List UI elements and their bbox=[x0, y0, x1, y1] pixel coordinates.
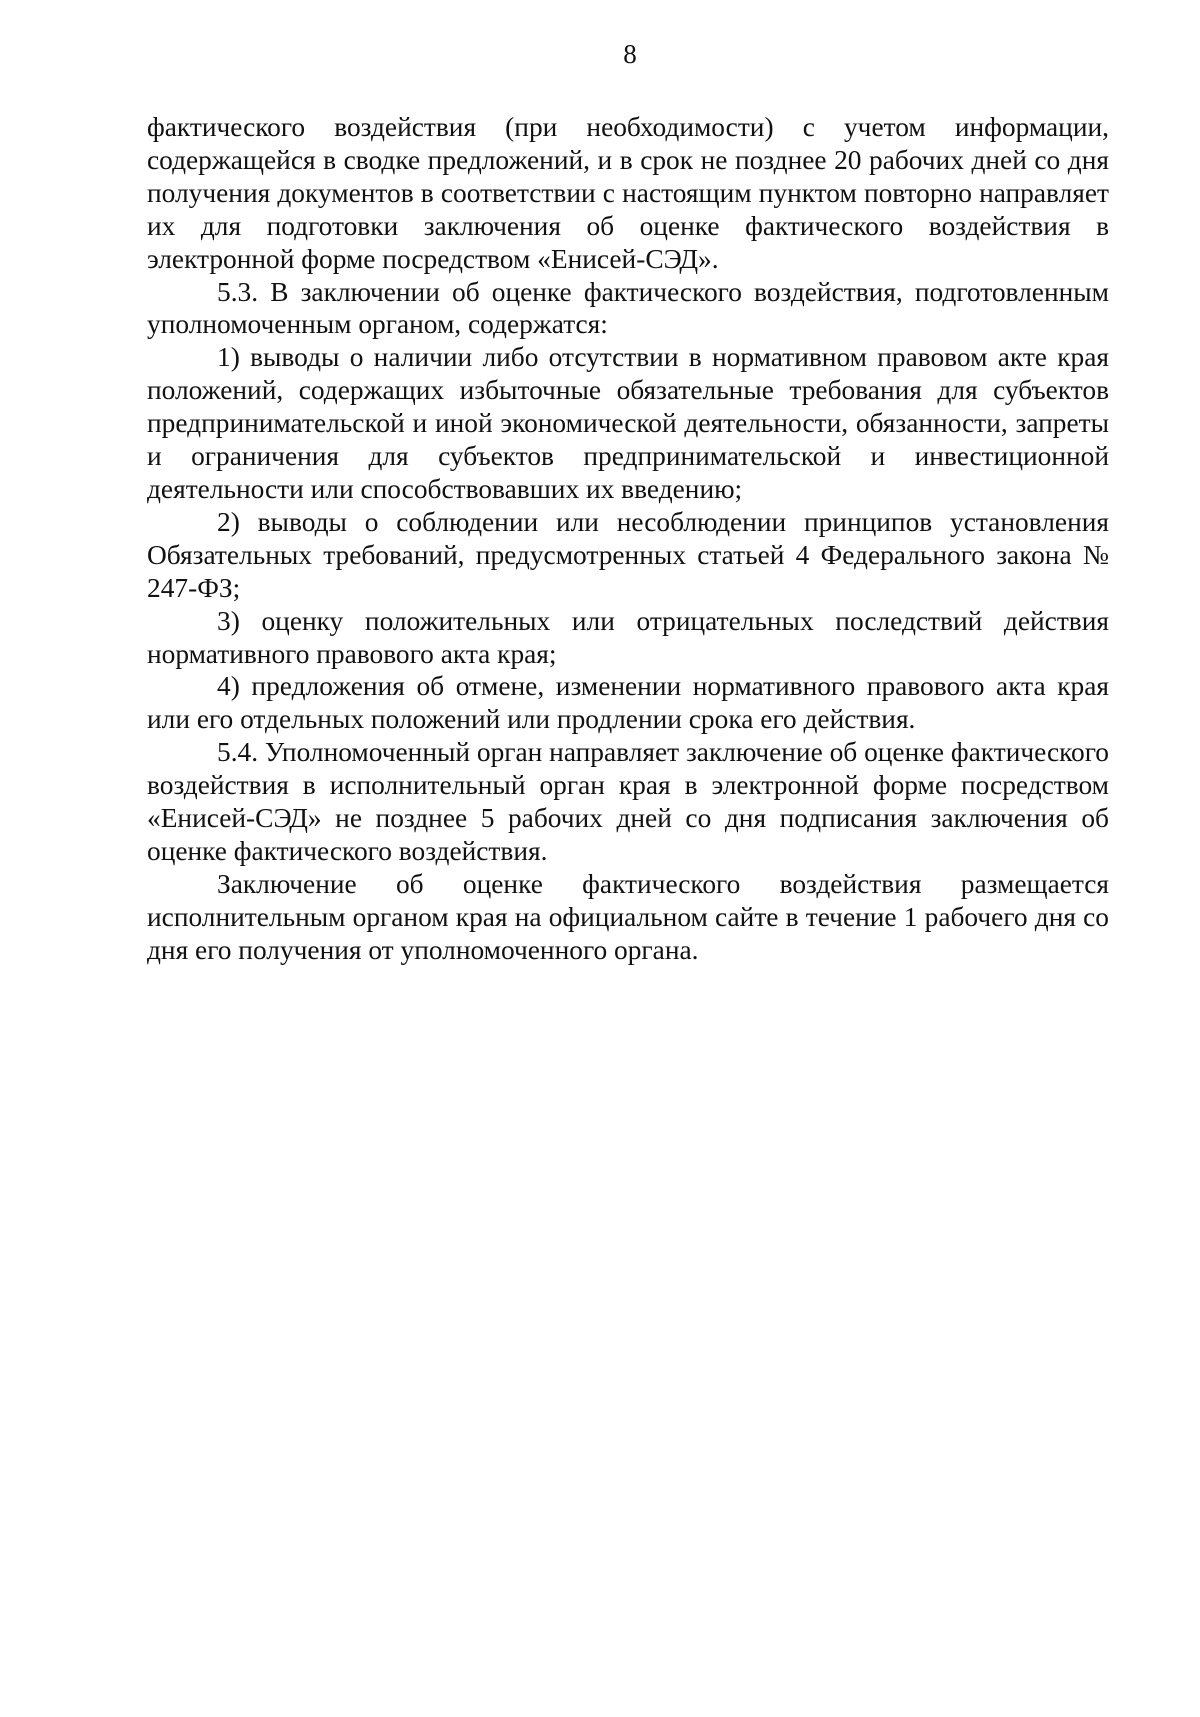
paragraph-item-4: 4) предложения об отмене, изменении нормативного правового акта края или его отдельных положений или продлении срока его действия. bbox=[147, 671, 1109, 735]
paragraph-item-3: 3) оценку положительных или отрицательных последствий действия нормативного правового акта края; bbox=[147, 605, 1109, 669]
page-number: 8 bbox=[623, 39, 637, 69]
paragraph-item-2: 2) выводы о соблюдении или несоблюдении принципов установления Обязательных требований, предусмотренных статьей 4 Федерального закона № 247-ФЗ; bbox=[147, 506, 1109, 603]
paragraph-item-1: 1) выводы о наличии либо отсутствии в нормативном правовом акте края положений, содержащих избыточные обязательные требования для субъектов предпринимательской и иной экономической деятельности, обязанности, запреты и ограничения для субъектов предпринимательской и инвестиционной деятельности или способствовавших их введению; bbox=[147, 342, 1109, 504]
document-body bbox=[147, 111, 1109, 967]
paragraph-clause-5-3: 5.3. В заключении об оценке фактического воздействия, подготовленным уполномоченным органом, содержатся: bbox=[147, 276, 1109, 340]
paragraph-clause-5-4: 5.4. Уполномоченный орган направляет заключение об оценке фактического воздействия в исполнительный орган края в электронной форме посредством «Енисей-СЭД» не позднее 5 рабочих дней со дня подписания заключения об оценке фактического воздействия. bbox=[147, 737, 1109, 866]
paragraph-publication: Заключение об оценке фактического воздействия размещается исполнительным органом края на официальном сайте в течение 1 рабочего дня со дня его получения от уполномоченного органа. bbox=[147, 868, 1109, 965]
paragraph-continuation: фактического воздействия (при необходимости) с учетом информации, содержащейся в сводке предложений, и в срок не позднее 20 рабочих дней со дня получения документов в соответствии с настоящим пунктом повторно направляет их для подготовки заключения об оценке фактического воздействия в электронной форме посредством «Енисей-СЭД». bbox=[147, 112, 1109, 274]
